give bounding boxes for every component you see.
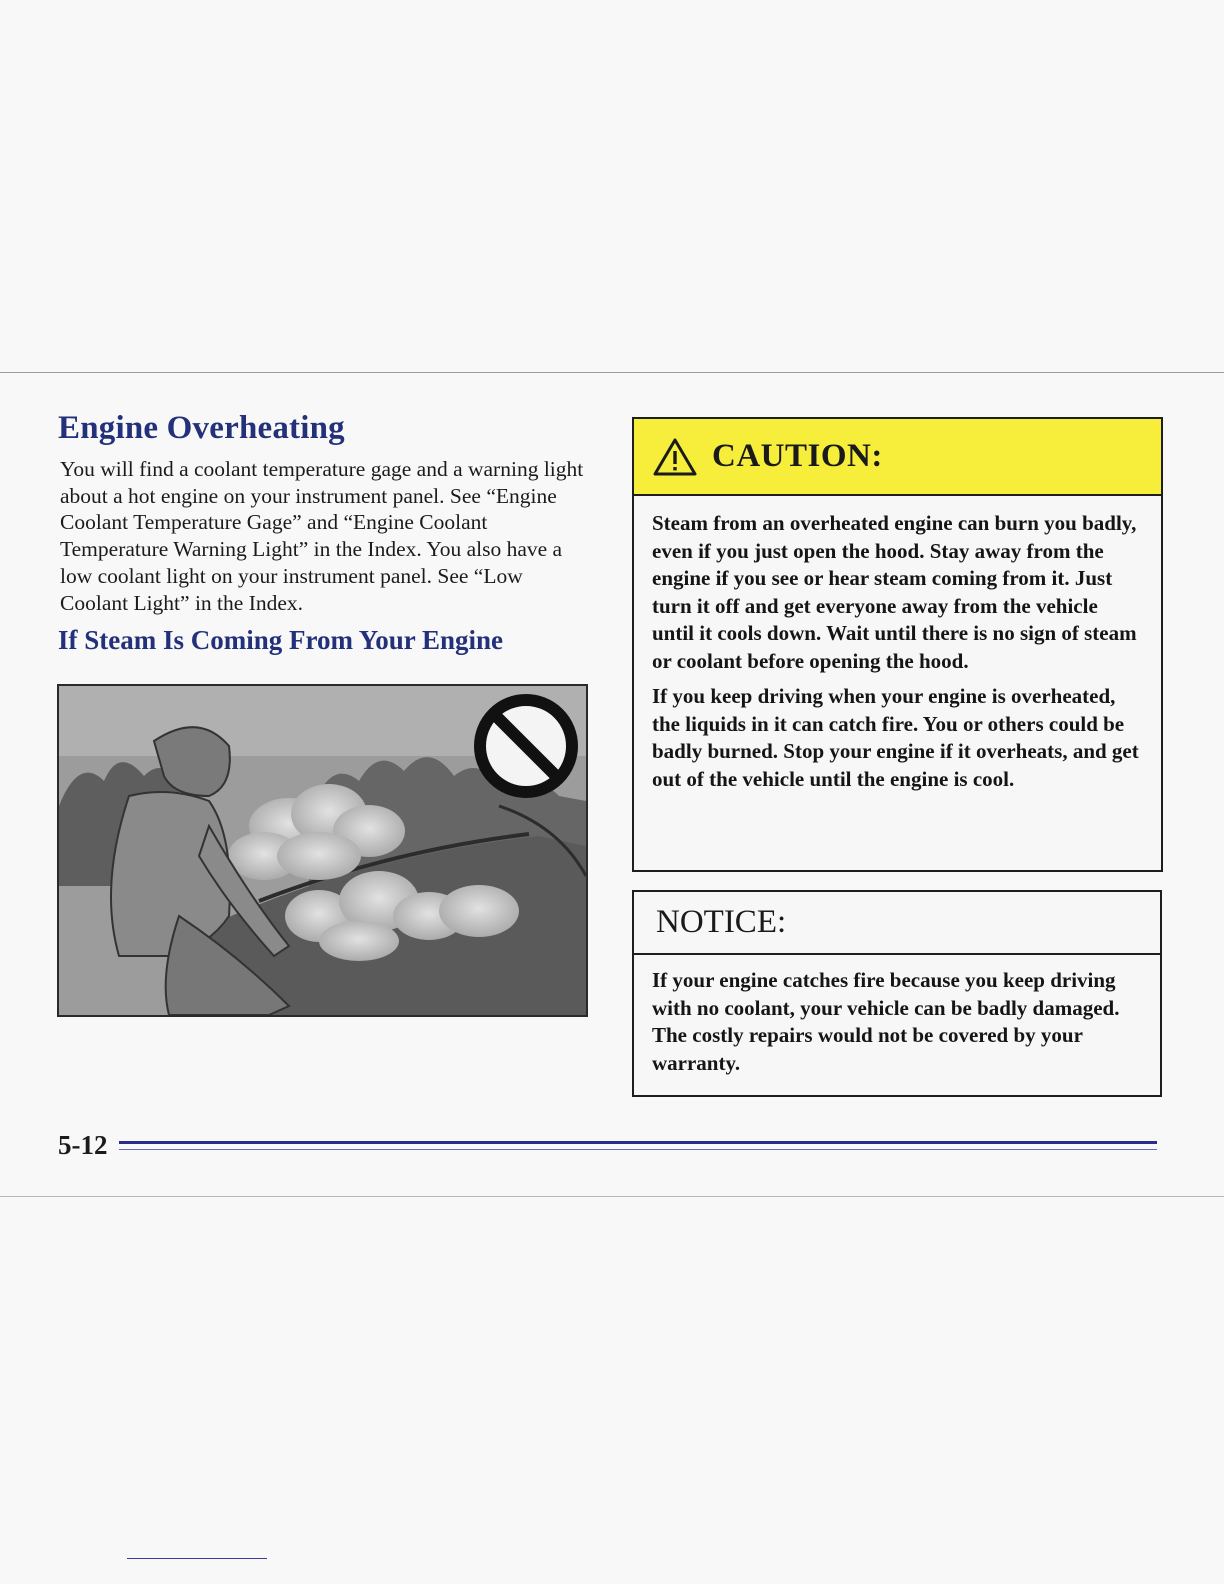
notice-box	[632, 890, 1162, 1097]
caution-header	[634, 419, 1161, 496]
notice-header	[634, 892, 1160, 955]
prohibition-icon	[480, 700, 572, 792]
bottom-stub-line	[127, 1558, 267, 1559]
caution-box	[632, 417, 1163, 872]
page-top-border	[0, 372, 1224, 373]
footer-rule-thin	[119, 1149, 1157, 1150]
page-number: 5-12	[58, 1130, 108, 1160]
subsection-title: If Steam Is Coming From Your Engine	[58, 625, 504, 655]
steam-illustration	[57, 684, 588, 1017]
section-title: Engine Overheating	[58, 410, 345, 446]
warning-triangle-icon	[652, 437, 698, 477]
page-bottom-border	[0, 1196, 1224, 1197]
caution-paragraph: Steam from an overheated engine can burn you badly, even if you just open the hood. Stay away from the engine if you see or hear steam coming from it. Just turn it off and get everyone away from the vehicle until it cools down. Wait until there is no sign of steam or coolant before opening the hood.	[652, 511, 1137, 673]
footer-rule	[119, 1141, 1157, 1144]
notice-paragraph: If your engine catches fire because you keep driving with no coolant, your vehicle can be badly damaged. The costly repairs would not be covered by your warranty.	[652, 968, 1120, 1075]
notice-title: NOTICE:	[656, 904, 787, 940]
caution-title: CAUTION:	[712, 438, 883, 474]
caution-paragraph: If you keep driving when your engine is overheated, the liquids in it can catch fire. You or others could be badly burned. Stop your engine if it overheats, and get out of the vehicle until the engine is cool.	[652, 684, 1139, 791]
intro-paragraph: You will find a coolant temperature gage and a warning light about a hot engine on your instrument panel. See “Engine Coolant Temperature Gage” and “Engine Coolant Temperature Warning Light” in the Index. You also have a low coolant light on your instrument panel. See “Low Coolant Light” in the Index.	[60, 457, 584, 615]
